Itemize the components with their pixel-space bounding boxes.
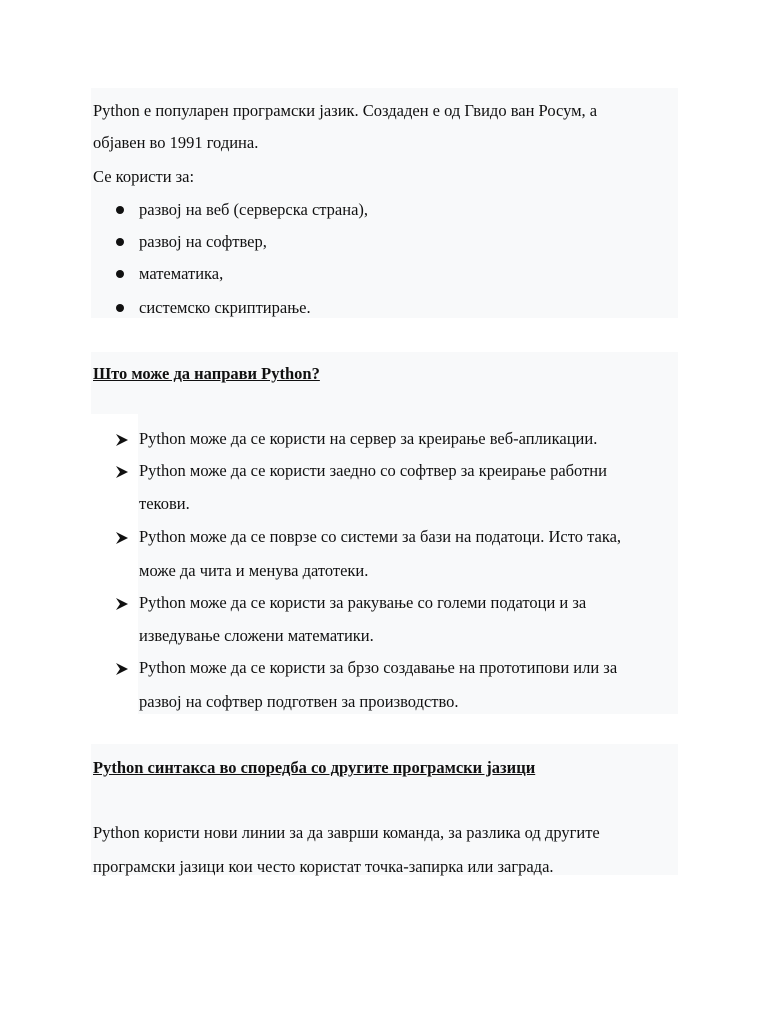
arrow-bullet-icon bbox=[114, 596, 130, 612]
capability-item: Python може да се користи на сервер за креирање веб-апликации. bbox=[139, 429, 598, 448]
arrow-bullet-icon bbox=[114, 464, 130, 480]
section-heading-capabilities: Што може да направи Python? bbox=[93, 364, 320, 383]
bullet-icon bbox=[116, 206, 124, 214]
use-item: развој на софтвер, bbox=[139, 232, 267, 251]
use-item: развој на веб (серверска страна), bbox=[139, 200, 369, 219]
use-item: системско скриптирање. bbox=[139, 298, 311, 317]
uses-label: Се користи за: bbox=[93, 167, 195, 186]
capability-item: Python може да се користи за ракување со големи податоци и за bbox=[139, 593, 587, 612]
arrow-bullet-icon bbox=[114, 432, 130, 448]
syntax-line-2: програмски јазици кои често користат точка-запирка или заграда. bbox=[93, 857, 554, 876]
capability-item: Python може да се користи за брзо создавање на прототипови или за bbox=[139, 658, 618, 677]
bullet-icon bbox=[116, 304, 124, 312]
bullet-icon bbox=[116, 238, 124, 246]
section-heading-syntax: Python синтакса во споредба со другите програмски јазици bbox=[93, 758, 536, 777]
capability-item-cont: може да чита и менува датотеки. bbox=[139, 561, 369, 580]
intro-line-2: објавен во 1991 година. bbox=[93, 133, 259, 152]
intro-line-1: Python е популарен програмски јазик. Создаден е од Гвидо ван Росум, а bbox=[93, 101, 598, 120]
capability-item: Python може да се користи заедно со софтвер за креирање работни bbox=[139, 461, 607, 480]
capability-item-cont: развој на софтвер подготвен за производство. bbox=[139, 692, 459, 711]
arrow-bullet-icon bbox=[114, 530, 130, 546]
capability-item-cont: изведување сложени математики. bbox=[139, 626, 374, 645]
syntax-line-1: Python користи нови линии за да заврши команда, за разлика од другите bbox=[93, 823, 600, 842]
arrow-bullet-icon bbox=[114, 661, 130, 677]
capability-item-cont: текови. bbox=[139, 494, 190, 513]
use-item: математика, bbox=[139, 264, 224, 283]
capability-item: Python може да се поврзе со системи за бази на податоци. Исто така, bbox=[139, 527, 622, 546]
bullet-icon bbox=[116, 270, 124, 278]
